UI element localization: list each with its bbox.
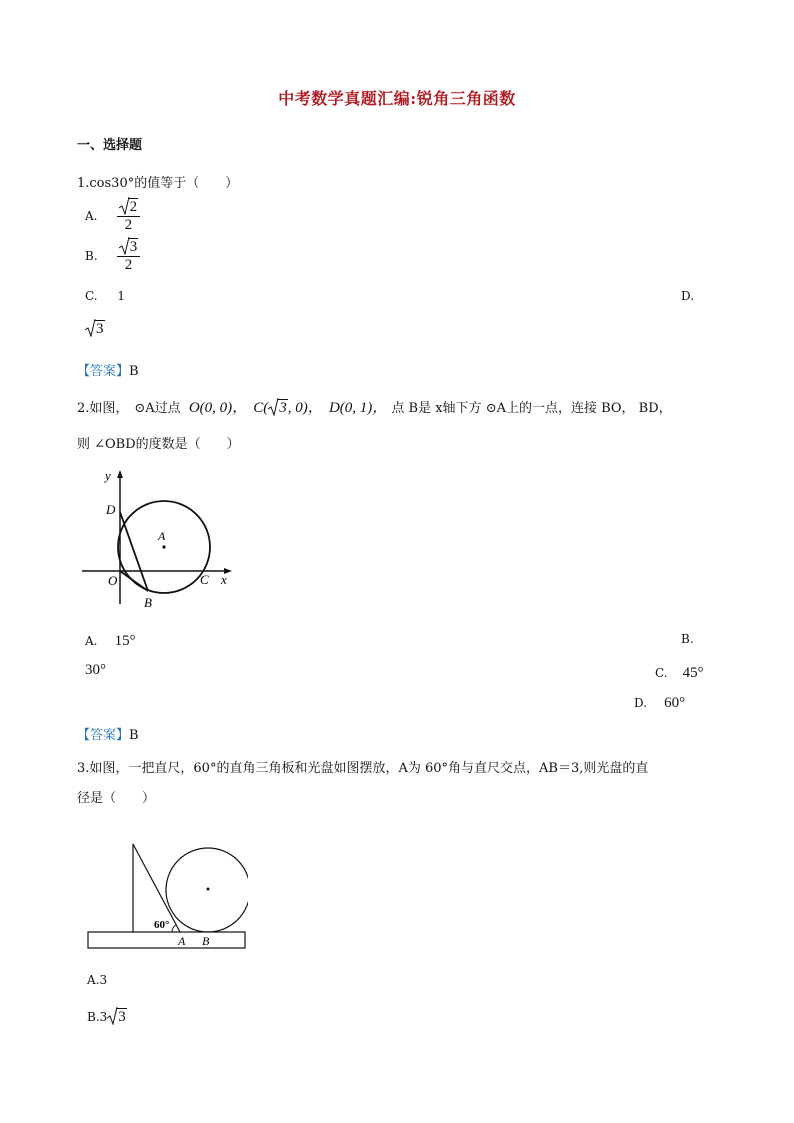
q2-stem-rest: 点 B是 x轴下方 ⊙A上的一点，连接 BO， BD， [391, 401, 672, 416]
q2-fig-d-label: D [106, 502, 116, 517]
q2-intro: 2.如图， [77, 401, 129, 416]
answer-value: B [129, 364, 139, 379]
q2-option-c-value: 45° [682, 665, 704, 681]
q3-figure [86, 838, 248, 950]
q1-option-b-radicand: 3 [129, 239, 138, 255]
q2-point-c-suffix: , 0)， [287, 400, 323, 416]
q3-fig-a-label: A [178, 934, 186, 948]
q2-point-d: D(0, 1)， [328, 400, 388, 416]
q1-option-c-value: 1 [117, 289, 126, 303]
q1-option-a [85, 198, 140, 234]
q2-option-a [85, 630, 136, 650]
q3-fig-angle-label: 60° [154, 919, 170, 931]
q2-point-c-radicand: 3 [279, 400, 287, 416]
q2-option-c [655, 662, 704, 682]
q1-option-b-label: B. [85, 249, 98, 263]
q2-option-d-value: 60° [664, 695, 686, 711]
q2-answer [77, 724, 139, 743]
q1-option-a-radicand: 2 [129, 199, 138, 215]
q1-option-a-denominator: 2 [124, 217, 133, 233]
q1-option-b-fraction [117, 238, 141, 274]
q1-option-b [85, 238, 140, 274]
q2-option-a-value: 15° [114, 633, 136, 649]
q2-stem-line1 [77, 396, 672, 417]
q1-option-a-label: A. [85, 209, 98, 223]
answer-bracket: 【答案】 [77, 364, 130, 379]
q1-option-b-denominator: 2 [124, 257, 133, 273]
q3-option-b-prefix: B.3 [87, 1010, 108, 1024]
q2-point-c-prefix: C( [253, 400, 269, 416]
q2-option-d-label: D. [634, 696, 648, 710]
q3-stem-line2: 径是（ ） [77, 791, 156, 806]
q2-option-c-label: C. [655, 666, 668, 680]
q2-fig-b-label: B [144, 595, 152, 610]
q2-fig-o-label: O [108, 573, 118, 588]
q3-option-b-radicand: 3 [118, 1009, 126, 1025]
q2-point-o: O(0, 0)， [188, 400, 248, 416]
section-heading: 一、选择题 [77, 138, 143, 153]
q2-fig-x-label: x [221, 572, 227, 587]
q1-option-c-label: C. [85, 289, 98, 303]
q1-option-a-fraction [117, 198, 141, 234]
q2-fig-a-label: A [158, 529, 166, 543]
q2-option-d [634, 692, 685, 712]
q1-option-d-radicand: 3 [96, 321, 104, 337]
q2-stem-line2: 则 ∠OBD的度数是（ ） [77, 437, 240, 452]
q2-point-c [253, 400, 323, 416]
q1-option-d-value [85, 320, 105, 338]
q2-fig-c-label: C [200, 572, 209, 587]
answer-value: B [129, 728, 139, 743]
q2-circle-a: ⊙A过点 [134, 401, 181, 416]
q2-figure [76, 464, 236, 614]
q1-option-d-label: D. [681, 289, 695, 303]
answer-bracket: 【答案】 [77, 728, 130, 743]
q2-option-a-label: A. [85, 634, 98, 648]
q3-fig-b-label: B [202, 934, 210, 948]
q3-option-b [87, 1006, 127, 1026]
q3-option-a: A.3 [87, 973, 108, 987]
q1-option-c [85, 289, 125, 303]
q2-fig-y-label: y [105, 468, 111, 483]
q1-stem: 1.cos30°的值等于（ ） [77, 176, 239, 191]
q2-option-b-value: 30° [85, 662, 106, 678]
q1-answer [77, 360, 139, 379]
q2-option-b-label: B. [681, 632, 694, 646]
page-title: 中考数学真题汇编:锐角三角函数 [278, 89, 516, 108]
q3-stem-line1: 3.如图，一把直尺，60°的直角三角板和光盘如图摆放，A为 60°角与直尺交点，AB＝3,则光盘的直 [77, 761, 649, 776]
